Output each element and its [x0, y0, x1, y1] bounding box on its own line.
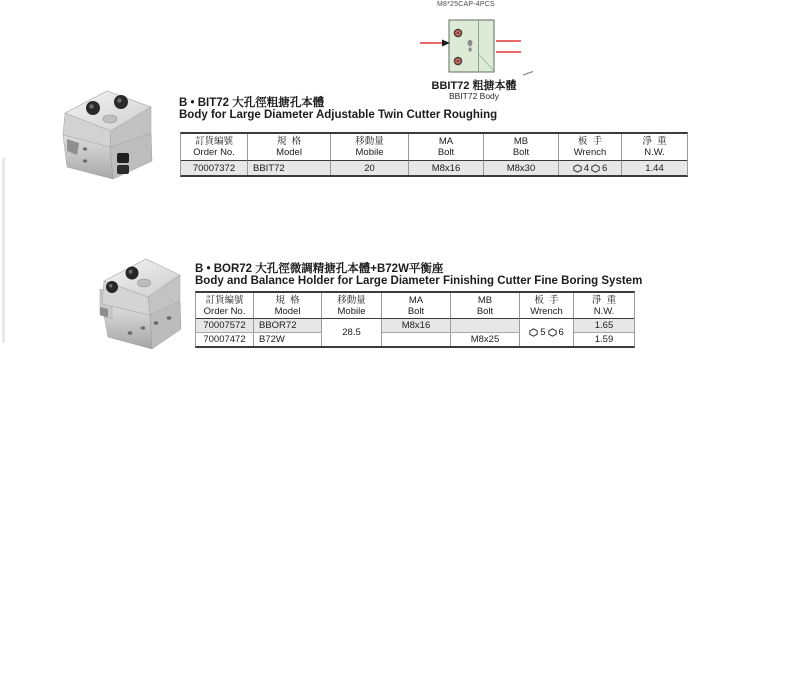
diagram-caption-en: BBIT72 Body: [448, 91, 500, 101]
section2-title-en: Body and Balance Holder for Large Diameter Finishing Cutter Fine Boring System: [195, 275, 643, 287]
wrench-value: 4 6: [559, 161, 622, 175]
col-header-mb-bolt: MB Bolt: [484, 134, 559, 161]
col-header-mobile: 移動量 Mobile: [322, 293, 382, 319]
col-header-nw: 淨 重 N.W.: [574, 293, 634, 319]
col-header-model: 規 格 Model: [254, 293, 322, 319]
nw-value: 1.59: [594, 333, 614, 345]
order-no-value: 70007472: [196, 333, 254, 347]
diagram-caption-zh: BBIT72 粗搪本體: [431, 80, 517, 92]
col-header-order-no: 訂貨編號 Order No.: [196, 293, 254, 319]
hex-wrench-icon: [548, 328, 557, 337]
mb-bolt-value: [451, 319, 520, 333]
hex-wrench-icon: [591, 164, 600, 173]
mobile-merged-value: 28.5: [322, 319, 382, 346]
model-value: B72W: [254, 333, 322, 347]
section1-title-en: Body for Large Diameter Adjustable Twin Cutter Roughing: [179, 109, 498, 121]
bbit72-diagram: [415, 18, 550, 80]
mb-bolt-value: M8x30: [484, 161, 559, 175]
wrench-merged-value: 5 6: [520, 319, 574, 346]
bbit72-spec-table: [180, 132, 688, 177]
page-edge-strip: [2, 158, 5, 343]
col-header-ma-bolt: MA Bolt: [409, 134, 484, 161]
ma-bolt-value: M8x16: [409, 161, 484, 175]
bbor72-spec-table: [195, 291, 635, 348]
product-photo-bbit72: [55, 83, 160, 183]
col-header-ma-bolt: MA Bolt: [382, 293, 451, 319]
col-header-wrench: 板 手 Wrench: [520, 293, 574, 319]
order-no-value: 70007372: [181, 161, 248, 175]
col-header-order-no: 訂貨編號 Order No.: [181, 134, 248, 161]
col-header-wrench: 板 手 Wrench: [559, 134, 622, 161]
ma-bolt-value: [382, 333, 451, 347]
col-header-nw: 淨 重 N.W.: [622, 134, 687, 161]
section2-title-zh: B • BOR72 大孔徑微調精搪孔本體+B72W平衡座: [195, 263, 444, 275]
screw-icon: [454, 57, 461, 64]
mb-bolt-value: M8x25: [451, 333, 520, 347]
ma-bolt-value: M8x16: [382, 319, 451, 333]
model-value: BBIT72: [248, 161, 331, 175]
model-value: BBOR72: [254, 319, 322, 333]
nw-value: 1.65: [574, 319, 634, 333]
hex-wrench-icon: [573, 164, 582, 173]
hex-wrench-icon: [529, 328, 538, 337]
diagram-part-label: M8*25CAP-4PCS: [437, 1, 495, 8]
product-photo-bbor72: [92, 249, 186, 354]
diagram-tick: [523, 72, 533, 76]
col-header-mobile: 移動量 Mobile: [331, 134, 409, 161]
col-header-model: 規 格 Model: [248, 134, 331, 161]
nw-value: 1.44: [622, 161, 687, 175]
col-header-mb-bolt: MB Bolt: [451, 293, 520, 319]
mobile-value: 20: [331, 161, 409, 175]
section1-title-zh: B • BIT72 大孔徑粗搪孔本體: [179, 97, 325, 109]
screw-icon: [454, 29, 461, 36]
order-no-value: 70007572: [196, 319, 254, 333]
